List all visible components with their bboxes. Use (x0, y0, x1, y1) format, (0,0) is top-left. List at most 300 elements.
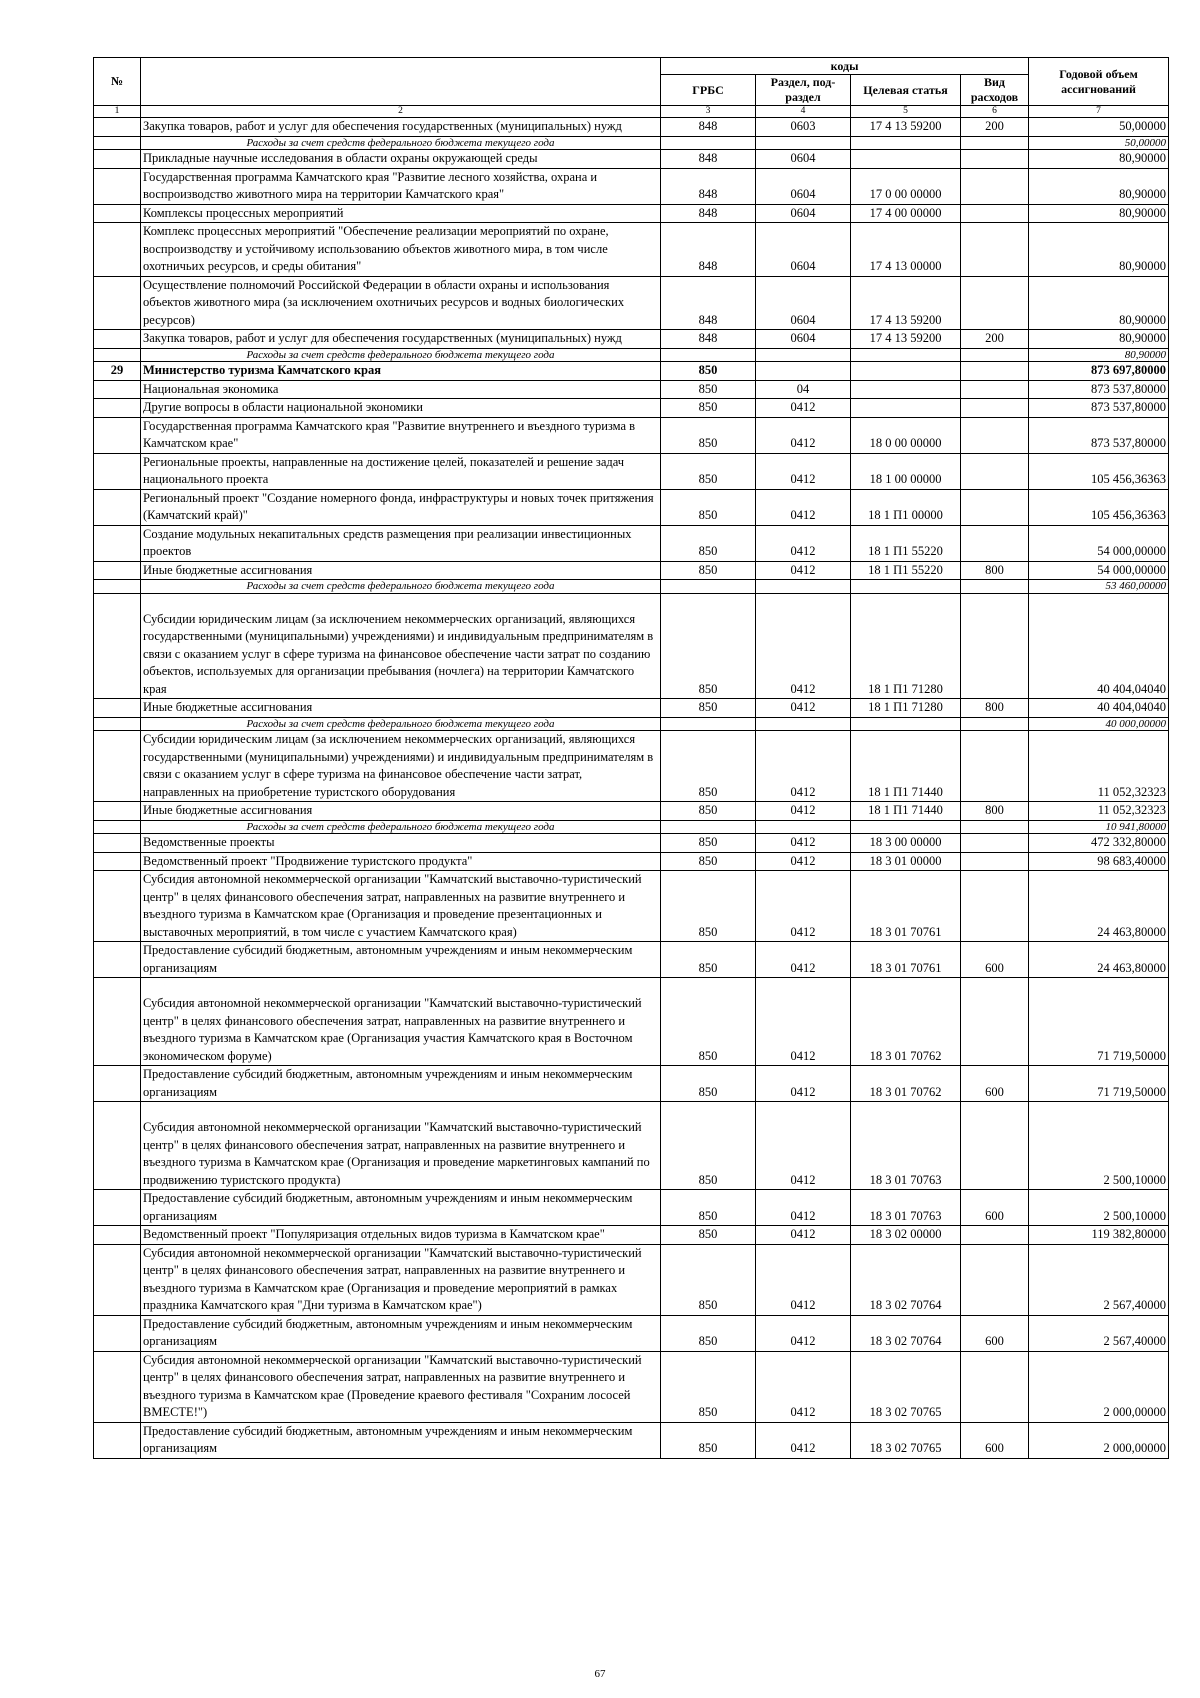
expense-type (961, 380, 1029, 399)
amount: 98 683,40000 (1029, 852, 1169, 871)
table-row (94, 276, 1169, 330)
row-name: Ведомственный проект "Продвижение туристского продукта" (141, 852, 661, 871)
grbs-code: 850 (661, 978, 756, 1066)
row-name: Предоставление субсидий бюджетным, автономным учреждениям и иным некоммерческим организациям (141, 942, 661, 978)
target-article: 18 3 01 70762 (851, 1066, 961, 1102)
grbs-code: 850 (661, 942, 756, 978)
table-row (94, 453, 1169, 489)
razdel-code: 0412 (756, 834, 851, 853)
row-name: Ведомственный проект "Популяризация отдельных видов туризма в Камчатском крае" (141, 1226, 661, 1245)
grbs-code (661, 820, 756, 834)
row-name: Закупка товаров, работ и услуг для обеспечения государственных (муниципальных) нужд (141, 330, 661, 349)
table-row (94, 1244, 1169, 1315)
razdel-code: 0412 (756, 731, 851, 802)
expense-type: 800 (961, 561, 1029, 580)
razdel-code (756, 820, 851, 834)
table-row (94, 362, 1169, 381)
expense-type (961, 276, 1029, 330)
razdel-code: 0603 (756, 118, 851, 137)
razdel-code: 0604 (756, 330, 851, 349)
table-row (94, 380, 1169, 399)
amount: 80,90000 (1029, 348, 1169, 362)
expense-type (961, 1102, 1029, 1190)
expense-type (961, 717, 1029, 731)
razdel-code: 0412 (756, 852, 851, 871)
table-row (94, 802, 1169, 821)
target-article: 18 1 П1 71280 (851, 699, 961, 718)
amount: 873 537,80000 (1029, 417, 1169, 453)
row-number (94, 453, 141, 489)
amount: 80,90000 (1029, 330, 1169, 349)
razdel-code: 0412 (756, 1244, 851, 1315)
row-name: Иные бюджетные ассигнования (141, 561, 661, 580)
amount: 80,90000 (1029, 150, 1169, 169)
expense-type: 600 (961, 1422, 1029, 1458)
amount: 105 456,36363 (1029, 489, 1169, 525)
table-row (94, 525, 1169, 561)
row-name: Осуществление полномочий Российской Федерации в области охраны и использования объектов животного мира (за исключением охотничьих ресурсов и водных биологических ресурсов) (141, 276, 661, 330)
row-number (94, 731, 141, 802)
expense-type (961, 453, 1029, 489)
row-number (94, 118, 141, 137)
razdel-code: 0604 (756, 204, 851, 223)
razdel-code: 0412 (756, 399, 851, 418)
razdel-code: 0412 (756, 1190, 851, 1226)
amount: 873 697,80000 (1029, 362, 1169, 381)
table-row (94, 223, 1169, 277)
col-number: 7 (1029, 106, 1169, 118)
row-name: Государственная программа Камчатского края "Развитие внутреннего и въездного туризма в Камчатском крае" (141, 417, 661, 453)
razdel-code: 0412 (756, 593, 851, 699)
expense-type: 600 (961, 1066, 1029, 1102)
row-name: Национальная экономика (141, 380, 661, 399)
target-article (851, 348, 961, 362)
grbs-code (661, 717, 756, 731)
target-article: 17 0 00 00000 (851, 168, 961, 204)
target-article: 18 3 01 70762 (851, 978, 961, 1066)
grbs-code: 850 (661, 399, 756, 418)
grbs-code: 850 (661, 1066, 756, 1102)
table-row (94, 852, 1169, 871)
table-row (94, 942, 1169, 978)
amount: 53 460,00000 (1029, 580, 1169, 594)
row-name: Субсидия автономной некоммерческой организации "Камчатский выставочно-туристический центр" в целях финансового обеспечения затрат, направленных на развитие внутреннего и въездного туризма в Камчатском крае (Проведение краевого фестиваля "Сохраним лососей ВМЕСТЕ!") (141, 1351, 661, 1422)
razdel-code: 0604 (756, 276, 851, 330)
razdel-code (756, 348, 851, 362)
federal-budget-row (94, 136, 1169, 150)
grbs-code: 848 (661, 223, 756, 277)
target-article: 18 1 П1 71440 (851, 802, 961, 821)
grbs-code: 848 (661, 168, 756, 204)
row-number (94, 348, 141, 362)
target-article: 18 3 02 00000 (851, 1226, 961, 1245)
target-article: 18 1 00 00000 (851, 453, 961, 489)
grbs-code: 850 (661, 593, 756, 699)
table-row (94, 399, 1169, 418)
col-number: 3 (661, 106, 756, 118)
razdel-code: 0412 (756, 1351, 851, 1422)
row-number (94, 699, 141, 718)
amount: 2 000,00000 (1029, 1422, 1169, 1458)
grbs-code: 848 (661, 276, 756, 330)
target-article: 18 3 02 70765 (851, 1422, 961, 1458)
table-row (94, 417, 1169, 453)
table-row (94, 1315, 1169, 1351)
target-article: 18 1 П1 00000 (851, 489, 961, 525)
expense-type: 600 (961, 1315, 1029, 1351)
row-number (94, 136, 141, 150)
row-name: Субсидии юридическим лицам (за исключением некоммерческих организаций, являющихся государственными (муниципальными) учреждениями) и индивидуальным предпринимателям в связи с оказанием услуг в сфере туризма на финансовое обеспечение части затрат по созданию объектов, используемых для организации пребывания (ночлега) на территории Камчатского края (141, 593, 661, 699)
table-row (94, 593, 1169, 699)
header-row-1 (94, 58, 1169, 75)
table-body (94, 118, 1169, 1459)
amount: 40 404,04040 (1029, 593, 1169, 699)
target-article: 17 4 13 59200 (851, 330, 961, 349)
row-number (94, 717, 141, 731)
razdel-code: 0412 (756, 489, 851, 525)
target-article: 18 3 01 70761 (851, 871, 961, 942)
target-article (851, 380, 961, 399)
target-article (851, 820, 961, 834)
row-name: Предоставление субсидий бюджетным, автономным учреждениям и иным некоммерческим организациям (141, 1190, 661, 1226)
row-number (94, 820, 141, 834)
expense-type (961, 871, 1029, 942)
row-name: Прикладные научные исследования в области охраны окружающей среды (141, 150, 661, 169)
table-row (94, 871, 1169, 942)
table-row (94, 1226, 1169, 1245)
grbs-code (661, 348, 756, 362)
amount: 80,90000 (1029, 168, 1169, 204)
header-total: Годовой объем ассигнований (1029, 58, 1169, 106)
expense-type (961, 525, 1029, 561)
target-article: 17 4 00 00000 (851, 204, 961, 223)
header-razdel: Раздел, под-раздел (756, 75, 851, 106)
razdel-code: 0412 (756, 1226, 851, 1245)
target-article: 18 1 П1 71280 (851, 593, 961, 699)
row-number (94, 1422, 141, 1458)
grbs-code: 850 (661, 1315, 756, 1351)
col-number: 6 (961, 106, 1029, 118)
amount: 10 941,80000 (1029, 820, 1169, 834)
grbs-code: 850 (661, 852, 756, 871)
target-article: 17 4 13 00000 (851, 223, 961, 277)
header-codes: коды (661, 58, 1029, 75)
target-article (851, 150, 961, 169)
col-number: 2 (141, 106, 661, 118)
expense-type (961, 362, 1029, 381)
grbs-code: 850 (661, 802, 756, 821)
grbs-code: 850 (661, 489, 756, 525)
razdel-code: 0412 (756, 871, 851, 942)
amount: 2 500,10000 (1029, 1190, 1169, 1226)
row-name: Предоставление субсидий бюджетным, автономным учреждениям и иным некоммерческим организациям (141, 1422, 661, 1458)
grbs-code: 850 (661, 871, 756, 942)
row-number (94, 852, 141, 871)
grbs-code (661, 136, 756, 150)
grbs-code: 850 (661, 362, 756, 381)
target-article: 18 3 01 70763 (851, 1102, 961, 1190)
grbs-code: 850 (661, 699, 756, 718)
row-number (94, 871, 141, 942)
column-number-row (94, 106, 1169, 118)
target-article: 18 3 01 70763 (851, 1190, 961, 1226)
razdel-code: 0412 (756, 417, 851, 453)
razdel-code: 0412 (756, 978, 851, 1066)
expense-type (961, 978, 1029, 1066)
amount: 873 537,80000 (1029, 380, 1169, 399)
grbs-code: 848 (661, 150, 756, 169)
expense-type: 600 (961, 1190, 1029, 1226)
amount: 80,90000 (1029, 204, 1169, 223)
expense-type (961, 834, 1029, 853)
grbs-code: 848 (661, 118, 756, 137)
target-article: 18 3 01 70761 (851, 942, 961, 978)
row-number (94, 417, 141, 453)
expense-type (961, 417, 1029, 453)
grbs-code (661, 580, 756, 594)
grbs-code: 848 (661, 330, 756, 349)
expense-type (961, 136, 1029, 150)
row-number (94, 978, 141, 1066)
razdel-code: 0412 (756, 1422, 851, 1458)
row-number (94, 330, 141, 349)
razdel-code: 0412 (756, 561, 851, 580)
target-article: 18 3 00 00000 (851, 834, 961, 853)
grbs-code: 850 (661, 453, 756, 489)
row-name: Субсидия автономной некоммерческой организации "Камчатский выставочно-туристический центр" в целях финансового обеспечения затрат, направленных на развитие внутреннего и въездного туризма в Камчатском крае (Организация участия Камчатского края в Восточном экономическом форуме) (141, 978, 661, 1066)
expense-type (961, 1351, 1029, 1422)
grbs-code: 850 (661, 834, 756, 853)
grbs-code: 850 (661, 731, 756, 802)
razdel-code: 0412 (756, 1066, 851, 1102)
row-name: Государственная программа Камчатского края "Развитие лесного хозяйства, охрана и воспроизводство животного мира на территории Камчатского края" (141, 168, 661, 204)
target-article (851, 362, 961, 381)
table-row (94, 1102, 1169, 1190)
row-number (94, 399, 141, 418)
expense-type (961, 580, 1029, 594)
row-name: Субсидии юридическим лицам (за исключением некоммерческих организаций, являющихся государственными (муниципальными) учреждениями) и индивидуальным предпринимателям в связи с оказанием услуг в сфере туризма на финансовое обеспечение части затрат, направленных на приобретение туристского оборудования (141, 731, 661, 802)
row-number (94, 834, 141, 853)
razdel-code: 0412 (756, 802, 851, 821)
row-number (94, 1226, 141, 1245)
row-number (94, 380, 141, 399)
row-number (94, 802, 141, 821)
row-name: Расходы за счет средств федерального бюджета текущего года (141, 348, 661, 362)
target-article (851, 136, 961, 150)
amount: 873 537,80000 (1029, 399, 1169, 418)
grbs-code: 850 (661, 525, 756, 561)
row-name: Предоставление субсидий бюджетным, автономным учреждениям и иным некоммерческим организациям (141, 1066, 661, 1102)
row-name: Расходы за счет средств федерального бюджета текущего года (141, 580, 661, 594)
expense-type: 200 (961, 330, 1029, 349)
target-article: 18 3 02 70765 (851, 1351, 961, 1422)
row-number (94, 150, 141, 169)
row-number (94, 489, 141, 525)
expense-type: 600 (961, 942, 1029, 978)
row-name: Иные бюджетные ассигнования (141, 802, 661, 821)
amount: 40 000,00000 (1029, 717, 1169, 731)
razdel-code (756, 362, 851, 381)
row-number (94, 204, 141, 223)
table-row (94, 150, 1169, 169)
table-row (94, 834, 1169, 853)
expense-type (961, 223, 1029, 277)
amount: 50,00000 (1029, 136, 1169, 150)
row-number (94, 1190, 141, 1226)
grbs-code: 850 (661, 1190, 756, 1226)
expense-type (961, 1226, 1029, 1245)
target-article: 18 0 00 00000 (851, 417, 961, 453)
row-name: Региональный проект "Создание номерного фонда, инфраструктуры и новых точек притяжения (Камчатский край)" (141, 489, 661, 525)
row-name: Региональные проекты, направленные на достижение целей, показателей и решение задач национального проекта (141, 453, 661, 489)
razdel-code: 0604 (756, 223, 851, 277)
table-row (94, 1066, 1169, 1102)
table-row (94, 204, 1169, 223)
expense-type: 200 (961, 118, 1029, 137)
header-grbs: ГРБС (661, 75, 756, 106)
row-name: Субсидия автономной некоммерческой организации "Камчатский выставочно-туристический центр" в целях финансового обеспечения затрат, направленных на развитие внутреннего и въездного туризма в Камчатском крае (Организация и проведение маркетинговых кампаний по продвижению туристского продукта) (141, 1102, 661, 1190)
row-number (94, 1066, 141, 1102)
row-number (94, 223, 141, 277)
razdel-code: 0412 (756, 525, 851, 561)
target-article: 18 3 01 00000 (851, 852, 961, 871)
grbs-code: 850 (661, 1102, 756, 1190)
amount: 71 719,50000 (1029, 978, 1169, 1066)
row-number (94, 525, 141, 561)
row-name: Расходы за счет средств федерального бюджета текущего года (141, 717, 661, 731)
amount: 2 567,40000 (1029, 1244, 1169, 1315)
expense-type (961, 820, 1029, 834)
grbs-code: 850 (661, 1422, 756, 1458)
razdel-code: 0412 (756, 1102, 851, 1190)
row-number (94, 1315, 141, 1351)
amount: 40 404,04040 (1029, 699, 1169, 718)
row-name: Создание модульных некапитальных средств размещения при реализации инвестиционных проектов (141, 525, 661, 561)
grbs-code: 850 (661, 561, 756, 580)
expense-type: 800 (961, 802, 1029, 821)
federal-budget-row (94, 717, 1169, 731)
grbs-code: 850 (661, 1351, 756, 1422)
row-number (94, 561, 141, 580)
razdel-code: 0412 (756, 1315, 851, 1351)
target-article: 18 1 П1 55220 (851, 561, 961, 580)
row-name: Иные бюджетные ассигнования (141, 699, 661, 718)
row-number (94, 942, 141, 978)
table-row (94, 978, 1169, 1066)
amount: 105 456,36363 (1029, 453, 1169, 489)
col-number: 5 (851, 106, 961, 118)
target-article (851, 580, 961, 594)
table-row (94, 1190, 1169, 1226)
amount: 11 052,32323 (1029, 731, 1169, 802)
header-no: № (94, 58, 141, 106)
row-name: Комплексы процессных мероприятий (141, 204, 661, 223)
row-number (94, 593, 141, 699)
table-row (94, 118, 1169, 137)
grbs-code: 848 (661, 204, 756, 223)
row-number (94, 276, 141, 330)
header-name (141, 58, 661, 106)
row-name: Предоставление субсидий бюджетным, автономным учреждениям и иным некоммерческим организациям (141, 1315, 661, 1351)
razdel-code: 0412 (756, 453, 851, 489)
expense-type (961, 1244, 1029, 1315)
expense-type (961, 593, 1029, 699)
row-number (94, 168, 141, 204)
target-article: 18 3 02 70764 (851, 1315, 961, 1351)
expense-type: 800 (961, 699, 1029, 718)
expense-type (961, 852, 1029, 871)
razdel-code (756, 580, 851, 594)
row-number: 29 (94, 362, 141, 381)
expense-type (961, 150, 1029, 169)
razdel-code (756, 136, 851, 150)
row-name: Ведомственные проекты (141, 834, 661, 853)
expense-type (961, 489, 1029, 525)
table-row (94, 489, 1169, 525)
amount: 80,90000 (1029, 276, 1169, 330)
table-row (94, 1351, 1169, 1422)
federal-budget-row (94, 580, 1169, 594)
col-number: 4 (756, 106, 851, 118)
row-number (94, 1102, 141, 1190)
table-row (94, 561, 1169, 580)
expense-type (961, 348, 1029, 362)
row-name: Субсидия автономной некоммерческой организации "Камчатский выставочно-туристический центр" в целях финансового обеспечения затрат, направленных на развитие внутреннего и въездного туризма в Камчатском крае (Организация и проведение презентационных и выставочных мероприятий, в том числе с участием Камчатского края) (141, 871, 661, 942)
razdel-code: 0604 (756, 150, 851, 169)
amount: 54 000,00000 (1029, 561, 1169, 580)
table-row (94, 330, 1169, 349)
header-vid: Вид расходов (961, 75, 1029, 106)
expense-type (961, 168, 1029, 204)
razdel-code: 0604 (756, 168, 851, 204)
row-name: Другие вопросы в области национальной экономики (141, 399, 661, 418)
amount: 24 463,80000 (1029, 942, 1169, 978)
grbs-code: 850 (661, 417, 756, 453)
grbs-code: 850 (661, 1244, 756, 1315)
razdel-code: 04 (756, 380, 851, 399)
table-row (94, 1422, 1169, 1458)
razdel-code: 0412 (756, 942, 851, 978)
amount: 119 382,80000 (1029, 1226, 1169, 1245)
amount: 71 719,50000 (1029, 1066, 1169, 1102)
grbs-code: 850 (661, 380, 756, 399)
expense-type (961, 399, 1029, 418)
amount: 50,00000 (1029, 118, 1169, 137)
page-number: 67 (594, 1668, 606, 1680)
amount: 2 567,40000 (1029, 1315, 1169, 1351)
row-name: Закупка товаров, работ и услуг для обеспечения государственных (муниципальных) нужд (141, 118, 661, 137)
header-celevaya: Целевая статья (851, 75, 961, 106)
target-article (851, 717, 961, 731)
amount: 24 463,80000 (1029, 871, 1169, 942)
col-number: 1 (94, 106, 141, 118)
target-article: 17 4 13 59200 (851, 118, 961, 137)
row-name: Министерство туризма Камчатского края (141, 362, 661, 381)
amount: 54 000,00000 (1029, 525, 1169, 561)
amount: 11 052,32323 (1029, 802, 1169, 821)
amount: 80,90000 (1029, 223, 1169, 277)
amount: 2 000,00000 (1029, 1351, 1169, 1422)
expense-type (961, 731, 1029, 802)
budget-table (93, 57, 1169, 1459)
razdel-code: 0412 (756, 699, 851, 718)
table-row (94, 168, 1169, 204)
target-article: 18 1 П1 55220 (851, 525, 961, 561)
table-row (94, 699, 1169, 718)
row-name: Расходы за счет средств федерального бюджета текущего года (141, 820, 661, 834)
row-name: Комплекс процессных мероприятий "Обеспечение реализации мероприятий по охране, воспроизводству и устойчивому использованию объектов животного мира, в том числе охотничьих ресурсов, и среды обитания" (141, 223, 661, 277)
row-name: Расходы за счет средств федерального бюджета текущего года (141, 136, 661, 150)
